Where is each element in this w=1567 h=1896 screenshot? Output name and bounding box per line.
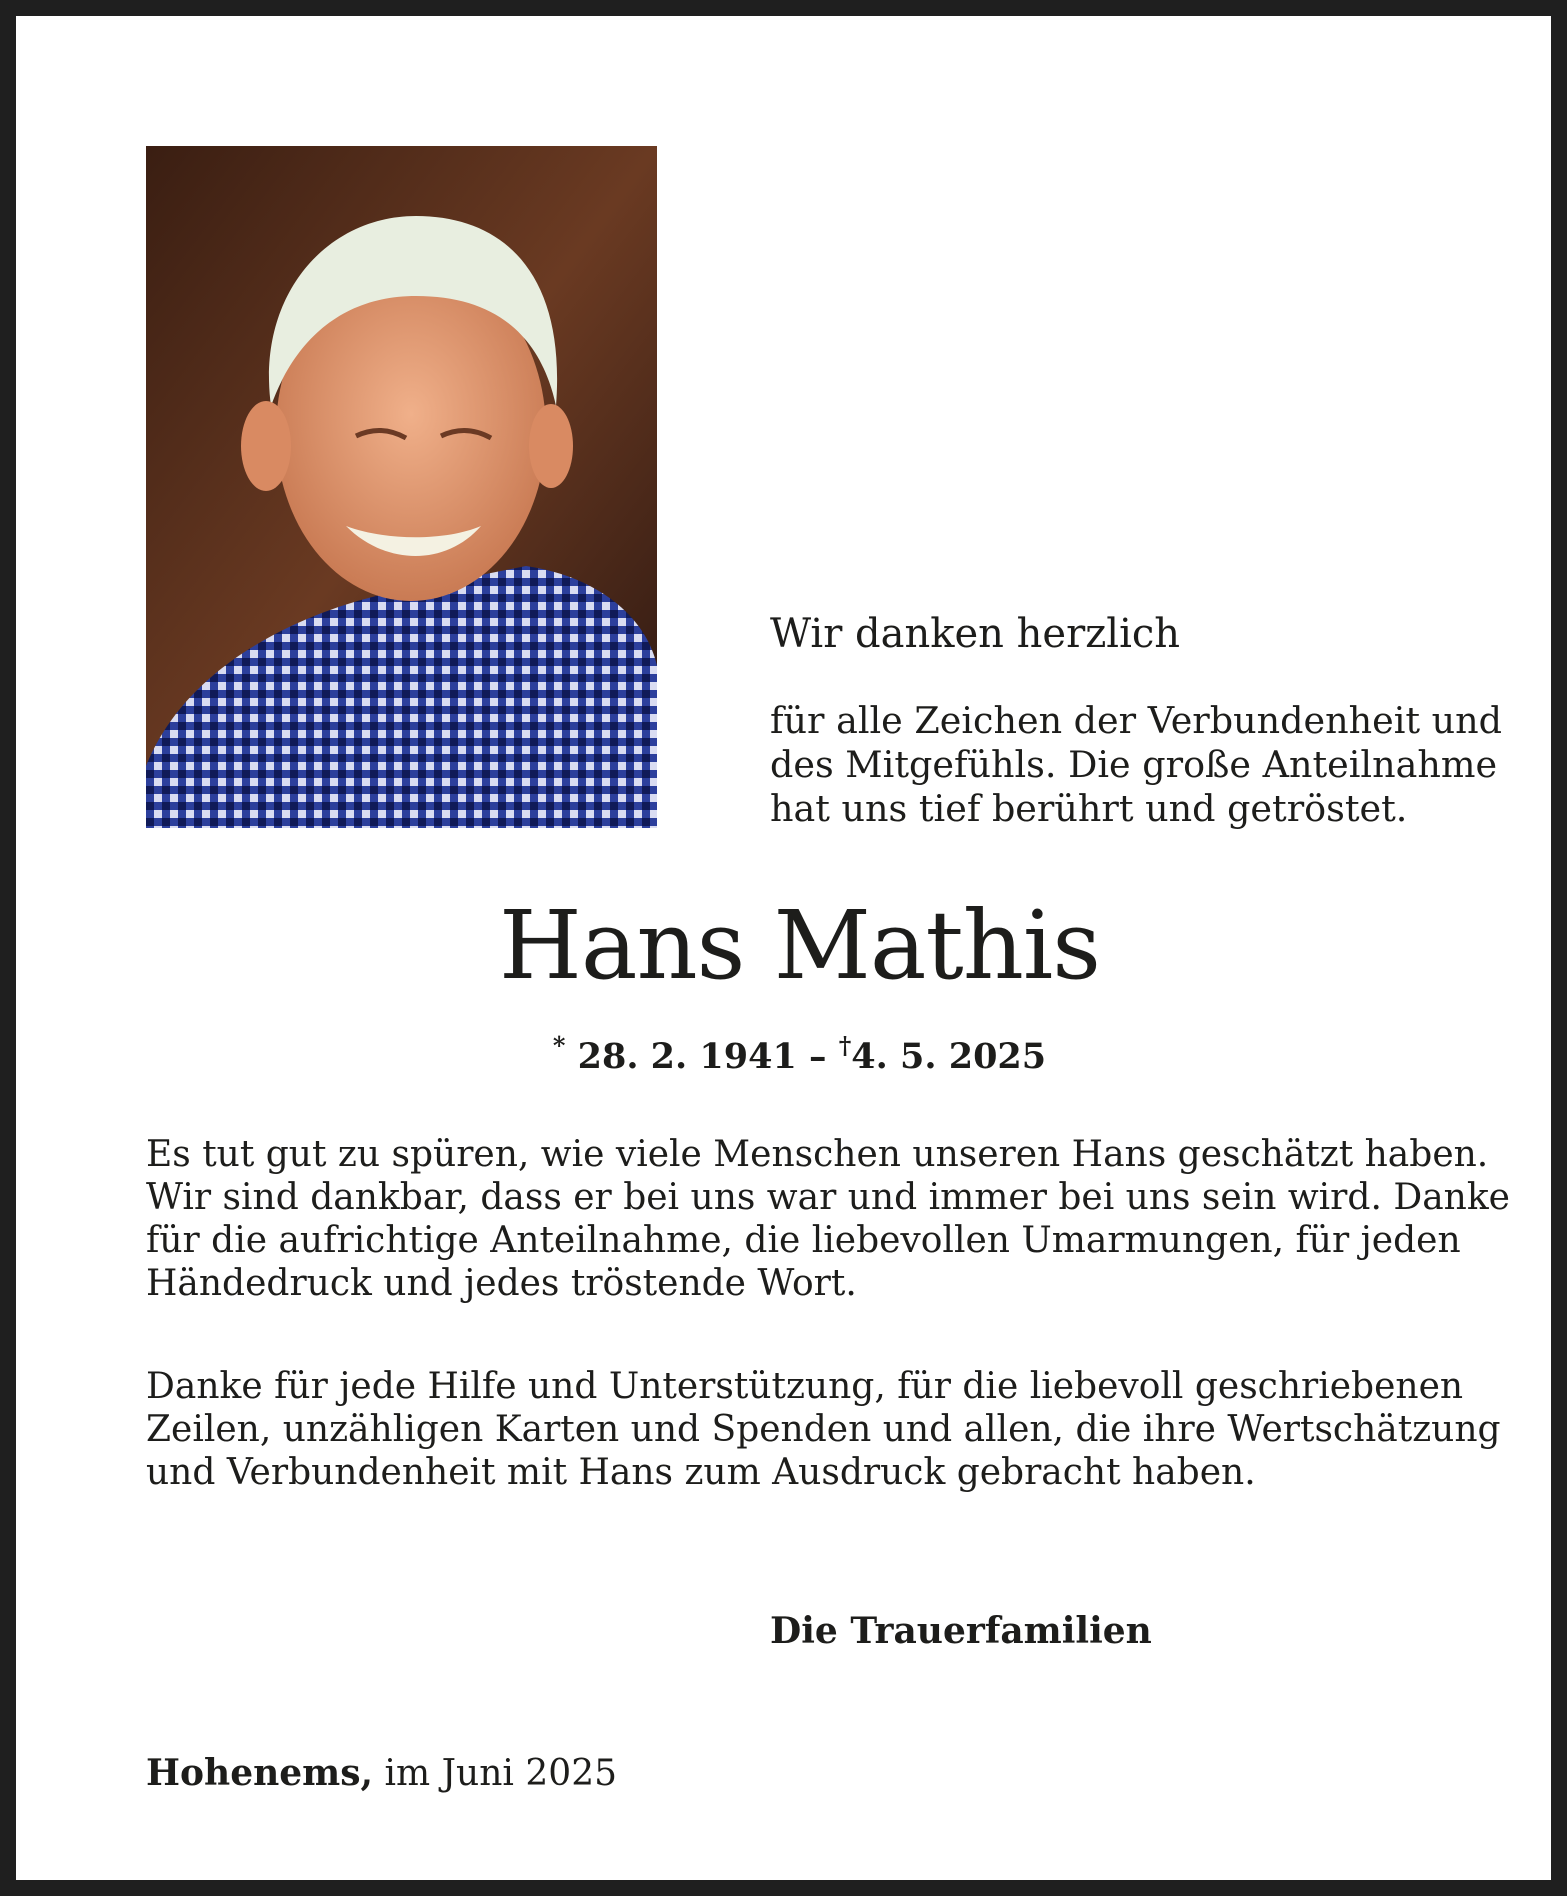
deceased-name: Hans Mathis: [498, 891, 1101, 1001]
paragraph-line: und Verbundenheit mit Hans zum Ausdruck gebracht haben.: [146, 1452, 1256, 1493]
death-date: 4. 5. 2025: [851, 1036, 1047, 1077]
gratitude-paragraph-1: [146, 1133, 1510, 1305]
place-and-date: [146, 1748, 617, 1799]
thanks-heading: Wir danken herzlich: [770, 611, 1181, 657]
thanks-line: für alle Zeichen der Verbundenheit und: [770, 699, 1503, 742]
date-separator: –: [809, 1036, 827, 1077]
paragraph-line: Zeilen, unzähligen Karten und Spenden und allen, die ihre Wertschätzung: [146, 1409, 1501, 1450]
paragraph-line: für die aufrichtige Anteilnahme, die liebevollen Umarmungen, für jeden: [146, 1220, 1461, 1261]
gratitude-paragraph-2: [146, 1365, 1501, 1494]
place: Hohenems,: [146, 1752, 374, 1794]
paragraph-line: Es tut gut zu spüren, wie viele Menschen unseren Hans geschätzt haben.: [146, 1134, 1489, 1175]
thanks-line: des Mitgefühls. Die große Anteilnahme: [770, 743, 1498, 786]
date: im Juni 2025: [384, 1753, 618, 1794]
death-symbol: †: [838, 1031, 852, 1060]
birth-symbol: *: [552, 1031, 566, 1060]
portrait-photo: [146, 146, 657, 828]
paragraph-line: Händedruck und jedes tröstende Wort.: [146, 1263, 857, 1304]
paragraph-line: Danke für jede Hilfe und Unterstützung, für die liebevoll geschriebenen: [146, 1366, 1464, 1407]
signature: Die Trauerfamilien: [770, 1610, 1152, 1652]
paragraph-line: Wir sind dankbar, dass er bei uns war und immer bei uns sein wird. Danke: [146, 1177, 1510, 1218]
birth-date: 28. 2. 1941: [577, 1036, 797, 1077]
life-dates: [16, 1021, 1567, 1082]
thanks-line: hat uns tief berührt und getröstet.: [770, 787, 1408, 830]
thanks-text: [770, 699, 1503, 831]
